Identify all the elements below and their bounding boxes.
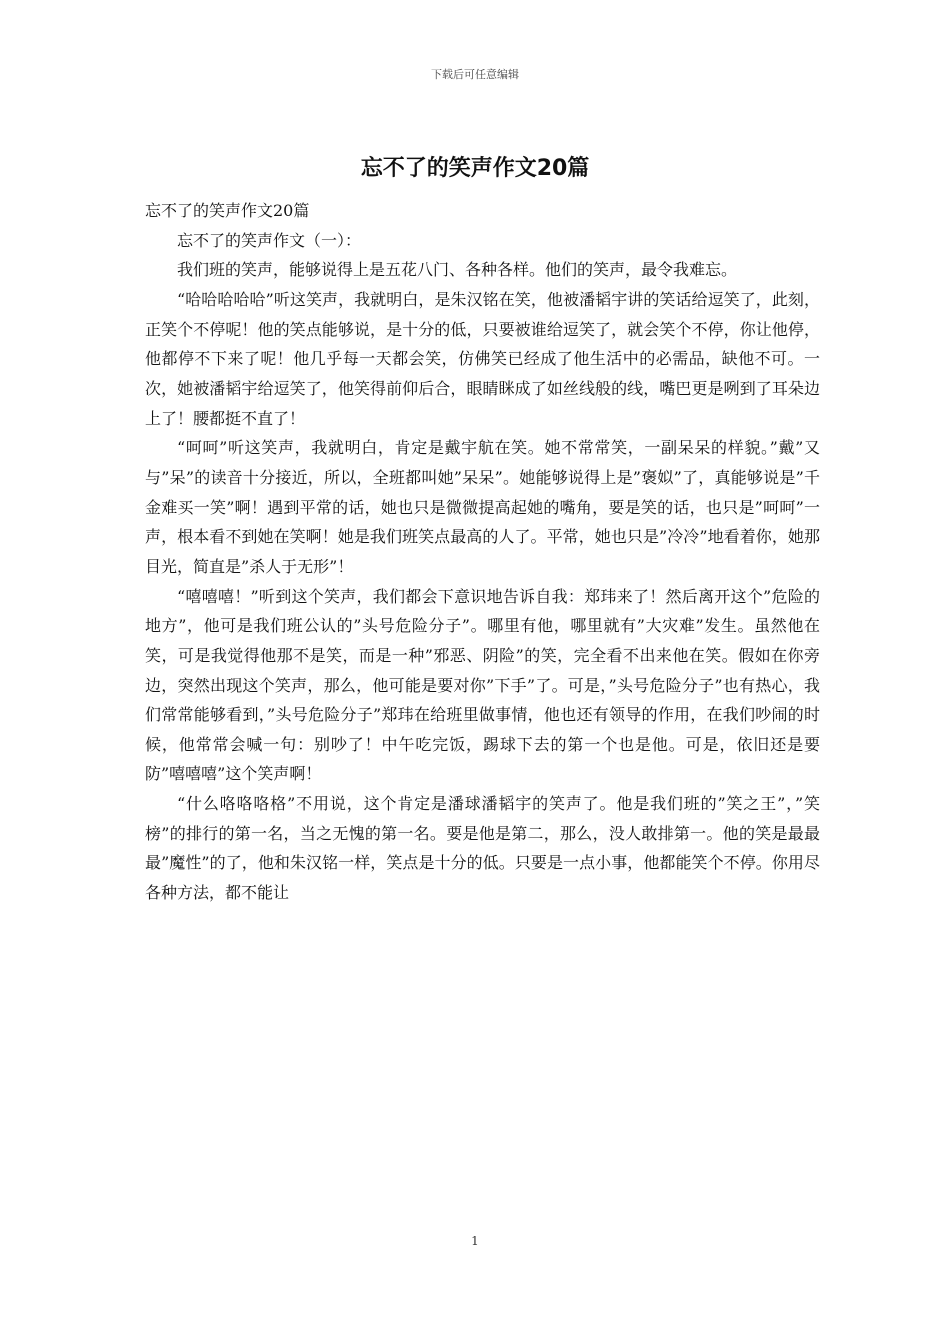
paragraph: “哈哈哈哈哈”听这笑声，我就明白，是朱汉铭在笑，他被潘韬宇讲的笑话给逗笑了，此刻，正笑个不停呢！他的笑点能够说，是十分的低，只要被谁给逗笑了，就会笑个不停，你让他停，他都停不下来了呢！他几乎每一天都会笑，仿佛笑已经成了他生活中的必需品，缺他不可。一次，她被潘韬宇给逗笑了，他笑得前仰后合，眼睛眯成了如丝线般的线，嘴巴更是咧到了耳朵边上了！腰都挺不直了！: [145, 289, 820, 428]
document-body: [145, 196, 820, 908]
paragraph: “什么咯咯咯格”不用说，这个肯定是潘球潘韬宇的笑声了。他是我们班的”笑之王”，”笑榜”的排行的第一名，当之无愧的第一名。要是他是第二，那么，没人敢排第一。他的笑是最最最”魔性”的了，他和朱汉铭一样，笑点是十分的低。只要是一点小事，他都能笑个不停。你用尽各种方法，都不能让: [145, 794, 820, 903]
paragraph: “呵呵”听这笑声，我就明白，肯定是戴宇航在笑。她不常常笑，一副呆呆的样貌。”戴”又与”呆”的读音十分接近，所以，全班都叫她”呆呆”。她能够说得上是”褒姒”了，真能够说是”千金难买一笑”啊！遇到平常的话，她也只是微微提高起她的嘴角，要是笑的话，也只是”呵呵”一声，根本看不到她在笑啊！她是我们班笑点最高的人了。平常，她也只是”冷冷”地看着你，她那目光，简直是”杀人于无形”！: [145, 438, 820, 576]
paragraph: 我们班的笑声，能够说得上是五花八门、各种各样。他们的笑声，最令我难忘。: [177, 260, 738, 280]
paragraph-subtitle: 忘不了的笑声作文20篇: [145, 201, 310, 220]
paragraph-section-heading: 忘不了的笑声作文（一）：: [177, 230, 362, 250]
document-title: 忘不了的笑声作文20篇: [360, 156, 590, 181]
page-number: 1: [471, 1234, 479, 1248]
paragraph: “嘻嘻嘻！”听到这个笑声，我们都会下意识地告诉自我：郑玮来了！然后离开这个”危险的地方”，他可是我们班公认的”头号危险分子”。哪里有他，哪里就有”大灾难”发生。虽然他在笑，可是我觉得他那不是笑，而是一种”邪恶、阴险”的笑，完全看不出来他在笑。假如在你旁边，突然出现这个笑声，那么，他可能是要对你”下手”了。可是，”头号危险分子”也有热心，我们常常能够看到，”头号危险分子”郑玮在给班里做事情，他也还有领导的作用，在我们吵闹的时候，他常常会喊一句：别吵了！中午吃完饭，踢球下去的第一个也是他。可是，依旧还是要防”嘻嘻嘻”这个笑声啊！: [145, 586, 820, 784]
page-header: 下载后可任意编辑: [431, 68, 519, 81]
